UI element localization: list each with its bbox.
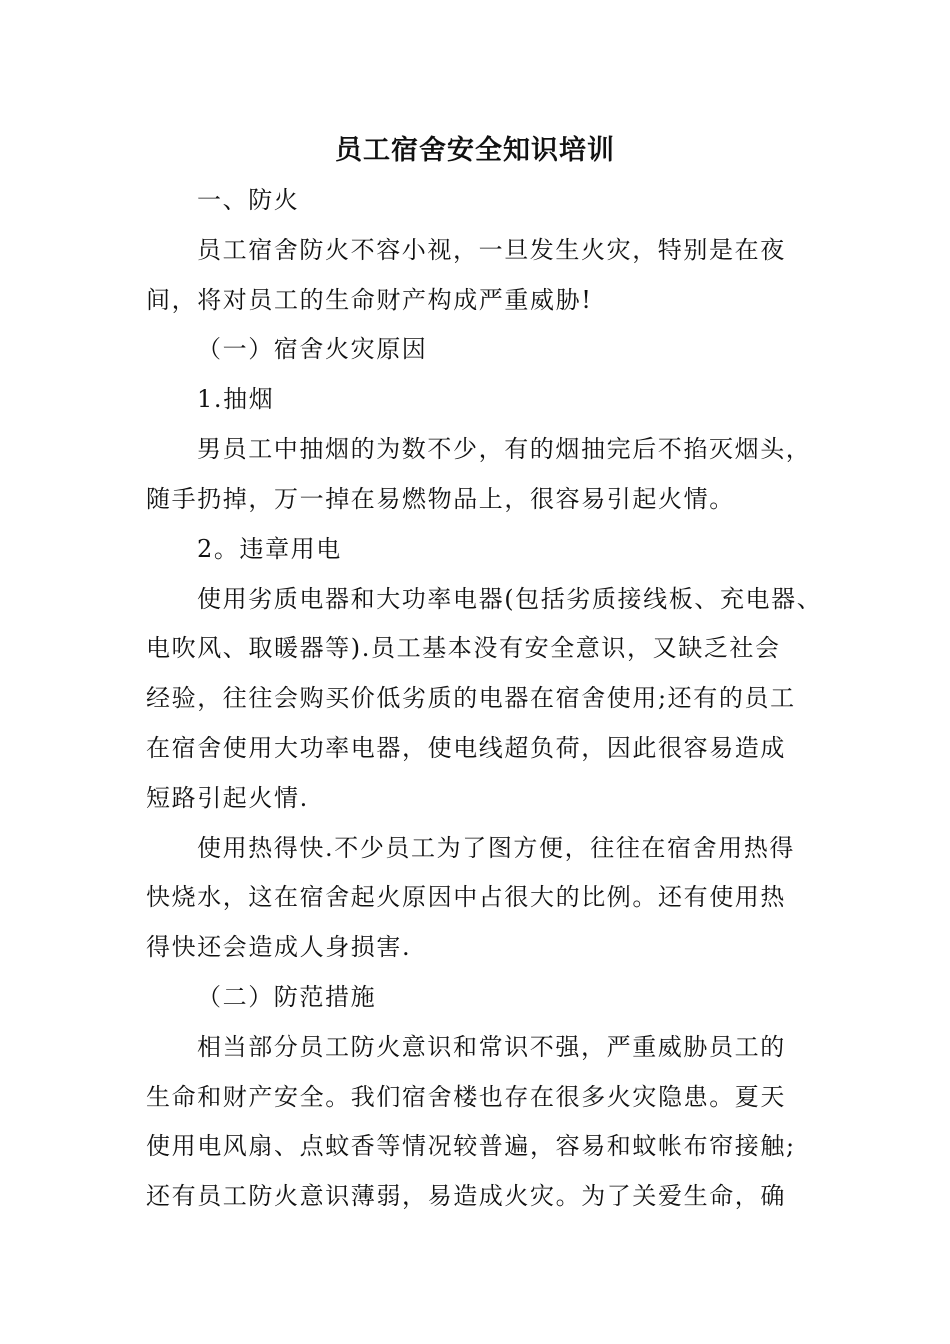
paragraph-line: 快烧水，这在宿舍起火原因中占很大的比例。还有使用热: [146, 883, 786, 911]
paragraph-line: 得快还会造成人身损害.: [146, 933, 412, 961]
item-heading-illegal-electricity: 2。违章用电: [197, 535, 342, 563]
paragraph-line: 电吹风、取暖器等).员工基本没有安全意识，又缺乏社会: [146, 634, 781, 662]
item-heading-smoking: 1.抽烟: [197, 385, 275, 413]
section-heading-fire-prevention: 一、防火: [197, 186, 300, 214]
document-title: 员工宿舍安全知识培训: [335, 135, 615, 166]
paragraph-line: 男员工中抽烟的为数不少，有的烟抽完后不掐灭烟头，: [197, 435, 812, 463]
paragraph-line: 短路引起火情.: [146, 784, 309, 812]
paragraph-line: 生命和财产安全。我们宿舍楼也存在很多火灾隐患。夏天: [146, 1083, 786, 1111]
paragraph-line: 员工宿舍防火不容小视，一旦发生火灾，特别是在夜: [197, 236, 786, 264]
paragraph-line: 使用劣质电器和大功率电器(包括劣质接线板、充电器、: [197, 585, 823, 613]
paragraph-line: 经验，往往会购买价低劣质的电器在宿舍使用;还有的员工: [146, 684, 796, 712]
subsection-heading-causes: （一）宿舍火灾原因: [197, 335, 428, 363]
paragraph-line: 随手扔掉，万一掉在易燃物品上，很容易引起火情。: [146, 485, 735, 513]
paragraph-line: 使用热得快.不少员工为了图方便，往往在宿舍用热得: [197, 834, 796, 862]
paragraph-line: 还有员工防火意识薄弱，易造成火灾。为了关爱生命，确: [146, 1182, 786, 1210]
paragraph-line: 在宿舍使用大功率电器，使电线超负荷，因此很容易造成: [146, 734, 786, 762]
subsection-heading-measures: （二）防范措施: [197, 983, 377, 1011]
paragraph-line: 相当部分员工防火意识和常识不强，严重威胁员工的: [197, 1033, 786, 1061]
paragraph-line: 使用电风扇、点蚊香等情况较普遍，容易和蚊帐布帘接触;: [146, 1132, 796, 1160]
paragraph-line: 间，将对员工的生命财产构成严重威胁!: [146, 286, 593, 314]
